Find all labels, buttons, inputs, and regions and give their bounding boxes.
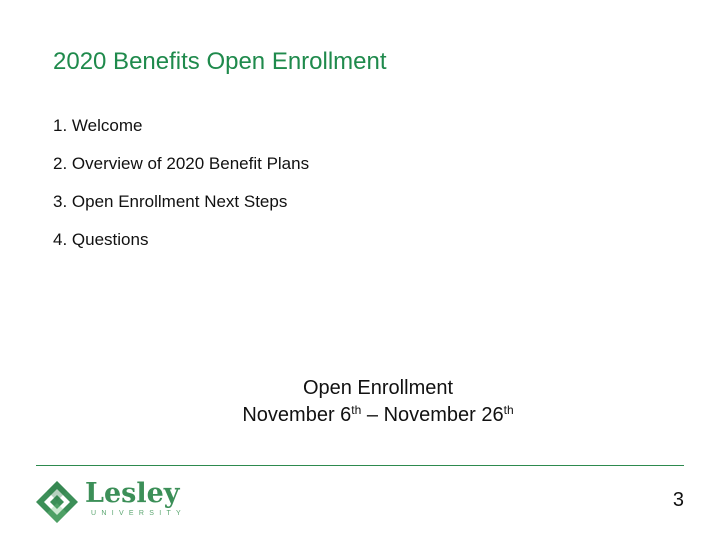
lesley-university-logo xyxy=(35,480,185,524)
date-separator: – xyxy=(361,404,384,426)
slide-title: 2020 Benefits Open Enrollment xyxy=(53,48,387,75)
callout-dates xyxy=(160,402,596,429)
callout-heading: Open Enrollment xyxy=(302,377,454,399)
start-date: November 6 xyxy=(242,404,352,426)
logo-subtitle: UNIVERSITY xyxy=(91,510,187,517)
page-number: 3 xyxy=(672,489,684,511)
agenda-list xyxy=(53,116,309,268)
enrollment-callout xyxy=(160,375,596,429)
end-date-suffix: th xyxy=(503,403,514,417)
agenda-item: 4. Questions xyxy=(53,230,149,249)
start-date-suffix: th xyxy=(351,403,362,417)
end-date: November 26 xyxy=(383,404,504,426)
logo-wordmark: Lesley xyxy=(85,478,180,509)
agenda-item: 2. Overview of 2020 Benefit Plans xyxy=(53,154,310,173)
agenda-item: 3. Open Enrollment Next Steps xyxy=(53,192,288,211)
diamond-logo-mark-icon xyxy=(35,480,79,524)
footer-divider xyxy=(36,465,684,466)
agenda-item: 1. Welcome xyxy=(53,116,143,135)
